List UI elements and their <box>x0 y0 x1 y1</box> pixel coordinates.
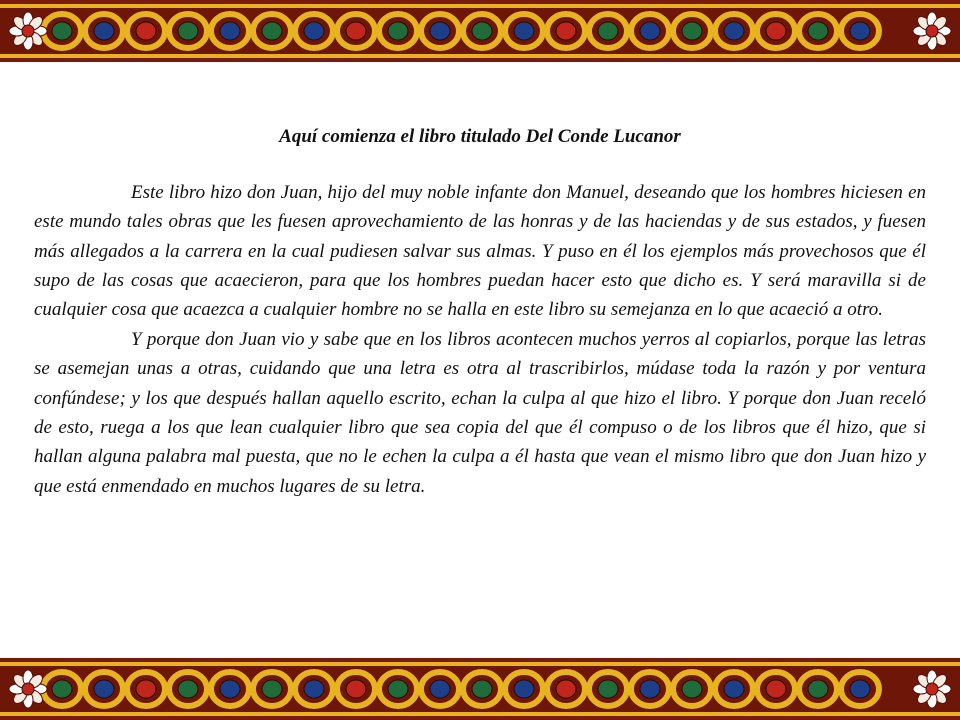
ornament-chain-pattern <box>0 0 960 62</box>
document-title: Aquí comienza el libro titulado Del Conde Lucanor <box>279 126 681 147</box>
flower-rosette-icon <box>913 12 951 50</box>
flower-rosette-icon <box>913 670 951 708</box>
flower-rosette-icon <box>9 670 47 708</box>
top-ornamental-border <box>0 0 960 62</box>
paragraph-2: Y porque don Juan vio y sabe que en los libros acontecen muchos yerros al copiarlos, porque las letras se asemejan unas a otras, cuidando que una letra es otra al trascribirlos, múdase toda la razón y por ventura confúndese; y los que después hallan aquello escrito, echan la culpa al que hizo el libro. Y porque don Juan receló de esto, ruega a los que lean cualquier libro que sea copia del que él compuso o de los libros que él hizo, que si hallan alguna palabra mal puesta, que no le echen la culpa a él hasta que vean el mismo libro que don Juan hizo y que está enmendado en muchos lugares de su letra. <box>34 328 926 497</box>
ornament-chain-pattern <box>0 658 960 720</box>
bottom-ornamental-border <box>0 658 960 720</box>
document-body <box>34 126 926 501</box>
paragraph-1: Este libro hizo don Juan, hijo del muy noble infante don Manuel, deseando que los hombres hiciesen en este mundo tales obras que les fuesen aprovechamiento de las honras y de las haciendas y de sus estados, y fuesen más allegados a la carrera en la cual pudiesen salvar sus almas. Y puso en él los ejemplos más provechosos que él supo de las cosas que acaecieron, para que los hombres puedan hacer esto que dicho es. Y será maravilla si de cualquier cosa que acaezca a cualquier hombre no se halla en este libro su semejanza en lo que acaeció a otro. <box>34 181 926 321</box>
flower-rosette-icon <box>9 12 47 50</box>
